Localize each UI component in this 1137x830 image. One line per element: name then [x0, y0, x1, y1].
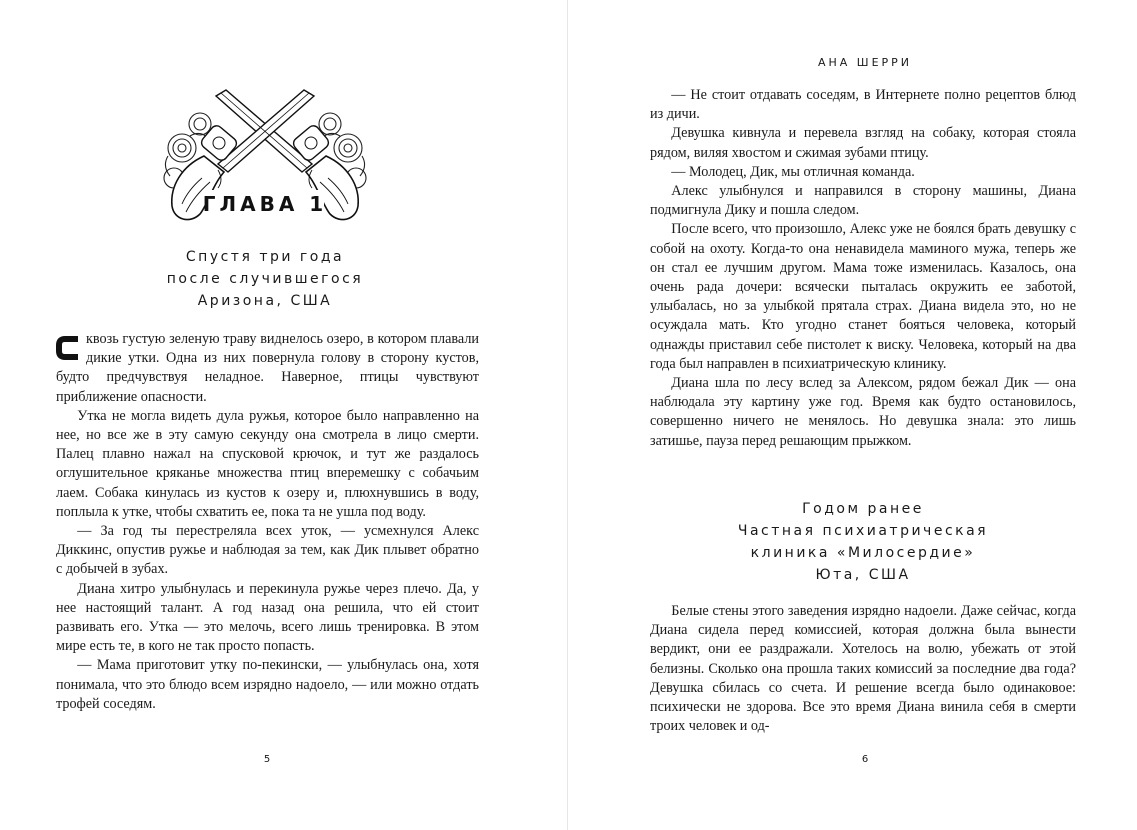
paragraph: Диана хитро улыбнулась и перекинула ружье через плечо. Да, у нее настоящий талант. А год назад она решила, что ей стоит развивать его. Утка — это мелочь, всего лишь тренировка. В этом мире есть те, в кого не так просто попасть.	[56, 580, 479, 655]
subhead-line: после случившегося	[166, 271, 364, 287]
page-number-left: 5	[263, 754, 271, 765]
paragraph: Девушка кивнула и перевела взгляд на собаку, которая стояла рядом, виляя хвостом и сжимая зубами птицу.	[650, 125, 1076, 161]
subhead-line: Аризона, США	[197, 293, 333, 309]
right-body-text-bottom	[650, 602, 1076, 736]
paragraph: — Молодец, Дик, мы отличная команда.	[671, 163, 915, 180]
right-subhead	[708, 498, 1018, 586]
left-page	[0, 0, 568, 830]
right-page	[568, 0, 1137, 830]
right-body-text-top	[650, 86, 1076, 451]
subhead-line: Юта, США	[815, 567, 911, 583]
left-subhead	[130, 246, 400, 312]
subhead-line: Спустя три года	[185, 249, 345, 265]
paragraph: Алекс улыбнулся и направился в сторону машины, Диана подмигнула Дику и пошла следом.	[650, 183, 1076, 219]
paragraph: После всего, что произошло, Алекс уже не боялся брать девушку с собой на охоту. Когда-то она ненавидела маминого мужа, теперь же он стал ее лучшим другом. Мама тоже изменилась. Казалось, она очень рада дочери: всячески пыталась окружить ее заботой, улыбалась, но за улыбкой прятала страх. Диана видела это, но не осуждала мать. Кто угодно станет бояться человека, который однажды приставил себе пистолет к виску. Человека, который на два года был направлен в психиатрическую клинику.	[650, 221, 1076, 372]
left-body-text	[56, 330, 479, 714]
paragraph: — Мама приготовит утку по-пекински, — улыбнулась она, хотя понимала, что это блюдо всем изрядно надоело, — или можно отдать трофей соседям.	[56, 657, 479, 712]
dropcap	[56, 334, 80, 362]
subhead-line: Годом ранее	[802, 501, 924, 517]
chapter-title: ГЛАВА 1	[202, 192, 328, 216]
paragraph: Утка не могла видеть дула ружья, которое было направленно на нее, но все же в эту самую секунду она смотрела в лицо смерти. Палец плавно нажал на спусковой крючок, и тут же раздалось оглушительное кряканье множества птиц вперемешку с собачьим лаем. Собака кинулась из кустов к озеру и, плюхнувшись в воду, поплыла к утке, чтобы схватить ее, пока та не ушла под воду.	[56, 407, 479, 520]
subhead-line: клиника «Милосердие»	[750, 545, 976, 561]
opening-paragraph-text: квозь густую зеленую траву виднелось озеро, в котором плавали дикие утки. Одна из них повернула голову в сторону кустов, будто предчувствуя неладное. Наверное, птицы чувствуют приближение опасности.	[56, 331, 479, 405]
paragraph: Диана шла по лесу вслед за Алексом, рядом бежал Дик — она наблюдала эту картину уже год. Время как будто остановилось, совершенно ничего не менялось. Но девушка знала: это лишь затишье, пауза перед решающим прыжком.	[650, 375, 1076, 449]
subhead-line: Частная психиатрическая	[737, 523, 989, 539]
paragraph: Белые стены этого заведения изрядно надоели. Даже сейчас, когда Диана сидела перед комиссией, которая должна была вынести вердикт, они ее раздражали. Хотелось на волю, убежать от этой белизны. Сколько она прошла таких комиссий за последние два года? Девушка сбилась со счета. И решение всегда было одинаковое: психически не здорова. Все это время Диана винила себя в смерти троих человек и од-	[650, 603, 1076, 735]
paragraph: — За год ты перестреляла всех уток, — усмехнулся Алекс Диккинс, опустив ружье и наблюдая за тем, как Дик плывет обратно с добычей в зубах.	[56, 523, 479, 578]
running-head: АНА ШЕРРИ	[817, 56, 913, 69]
page-number-right: 6	[861, 754, 869, 765]
paragraph: — Не стоит отдавать соседям, в Интернете полно рецептов блюд из дичи.	[650, 87, 1076, 123]
opening-paragraph	[56, 330, 479, 407]
